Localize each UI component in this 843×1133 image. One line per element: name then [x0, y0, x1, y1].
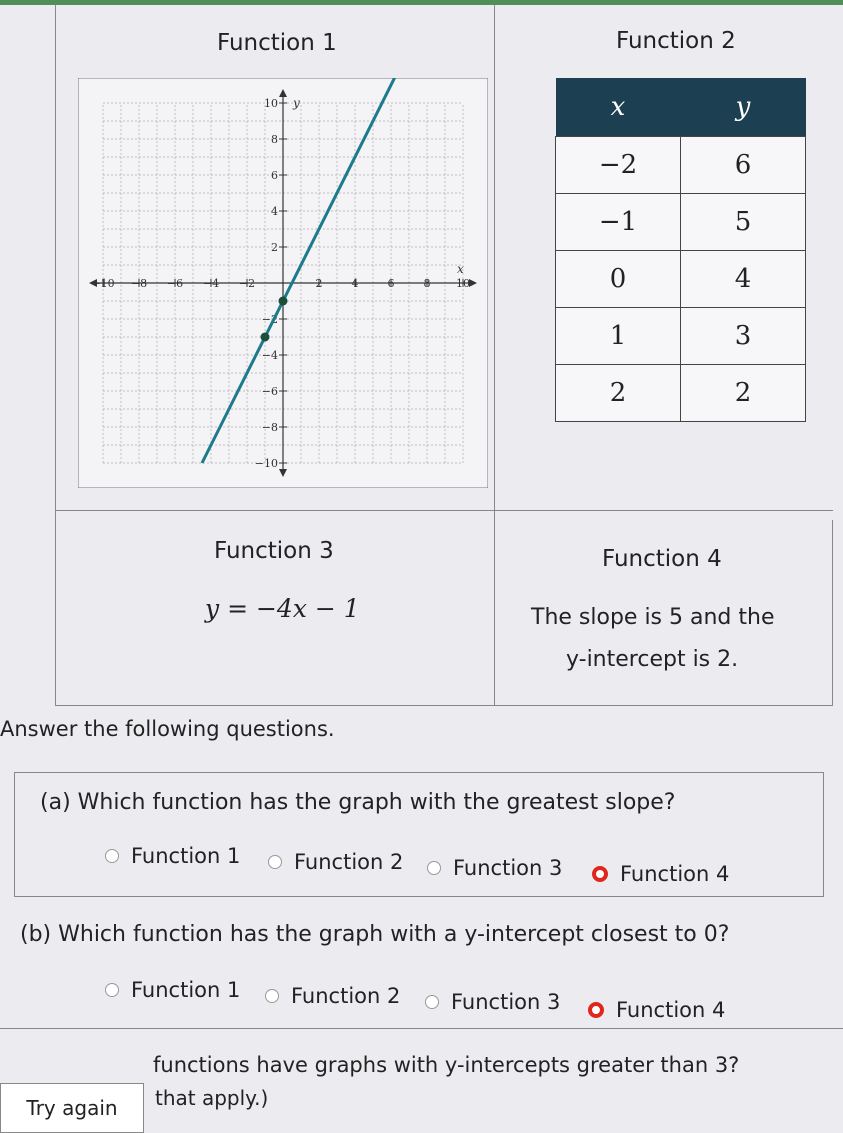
table-row: [556, 137, 806, 194]
option-label: Function 1: [131, 978, 241, 1002]
table-cell: 5: [681, 194, 806, 251]
x-axis-label: x: [457, 262, 464, 276]
x-tick-label: −2: [238, 277, 256, 290]
try-again-button[interactable]: Try again: [0, 1083, 144, 1133]
x-tick-label: 4: [351, 277, 359, 290]
x-tick-label: −8: [130, 277, 148, 290]
panel-divider: [55, 510, 833, 511]
function-3-equation: y = −4x − 1: [205, 594, 360, 623]
top-bar: [0, 0, 843, 5]
question-b-option-4-selected[interactable]: [588, 998, 725, 1022]
radio-button-icon[interactable]: [425, 995, 439, 1009]
question-a-option-4-selected[interactable]: [592, 862, 729, 886]
y-tick-label: −4: [261, 349, 278, 362]
y-tick-label: 2: [271, 241, 278, 254]
table-cell: 4: [681, 251, 806, 308]
option-label: Function 1: [131, 844, 241, 868]
function-4-description-line2: y-intercept is 2.: [566, 647, 739, 672]
y-tick-label: −6: [261, 385, 278, 398]
table-cell: 2: [556, 365, 681, 422]
table-row: [556, 251, 806, 308]
table-header-x: x: [556, 78, 681, 137]
function-4-description-line1: The slope is 5 and the: [531, 605, 775, 630]
y-tick-label: 10: [264, 97, 278, 110]
function-4-title: Function 4: [602, 546, 722, 572]
instructions-text: Answer the following questions.: [0, 717, 335, 741]
table-cell: 2: [681, 365, 806, 422]
radio-button-icon[interactable]: [427, 861, 441, 875]
radio-button-icon[interactable]: [105, 983, 119, 997]
table-row: [556, 365, 806, 422]
y-tick-label: 6: [271, 169, 278, 182]
question-a-option-2[interactable]: [268, 850, 403, 874]
question-a-option-1[interactable]: [105, 844, 240, 868]
option-label: Function 4: [616, 998, 726, 1022]
table-cell: 3: [681, 308, 806, 365]
table-row: [556, 308, 806, 365]
x-tick-label: −6: [166, 277, 184, 290]
option-label: Function 4: [620, 862, 730, 886]
table-row: [556, 194, 806, 251]
x-tick-label: −4: [202, 277, 220, 290]
option-label: Function 3: [451, 990, 561, 1014]
y-axis-label: y: [293, 96, 300, 110]
question-c-text-line2: that apply.): [155, 1086, 269, 1110]
radio-button-icon[interactable]: [265, 989, 279, 1003]
question-a-text: (a) Which function has the graph with the greatest slope?: [40, 790, 676, 815]
question-divider: [0, 1028, 843, 1029]
function-1-title: Function 1: [217, 30, 337, 56]
function-1-graph: [78, 78, 488, 488]
question-b-option-3[interactable]: [425, 990, 560, 1014]
function-3-title: Function 3: [214, 538, 334, 564]
table-cell: 0: [556, 251, 681, 308]
x-tick-label: 2: [315, 277, 323, 290]
question-divider: [14, 896, 824, 897]
x-tick-label: 10: [456, 277, 470, 290]
panel-divider: [55, 5, 56, 705]
table-cell: 6: [681, 137, 806, 194]
question-b-option-2[interactable]: [265, 984, 400, 1008]
radio-button-icon[interactable]: [105, 849, 119, 863]
y-tick-label: 4: [271, 205, 278, 218]
selected-radio-button-icon[interactable]: [592, 866, 608, 882]
y-tick-label: −8: [261, 421, 278, 434]
table-cell: 1: [556, 308, 681, 365]
table-cell: −2: [556, 137, 681, 194]
option-label: Function 2: [294, 850, 404, 874]
radio-button-icon[interactable]: [268, 855, 282, 869]
y-tick-label: −10: [254, 457, 278, 470]
question-c-text-line1: functions have graphs with y-intercepts greater than 3?: [153, 1053, 740, 1077]
table-header-y: y: [681, 78, 806, 137]
panel-divider: [494, 5, 495, 705]
y-tick-label: 8: [271, 133, 278, 146]
selected-radio-button-icon[interactable]: [588, 1002, 604, 1018]
question-b-option-1[interactable]: [105, 978, 240, 1002]
function-2-title: Function 2: [616, 28, 736, 54]
option-label: Function 2: [291, 984, 401, 1008]
x-tick-label: 8: [423, 277, 431, 290]
table-cell: −1: [556, 194, 681, 251]
y-tick-label: −2: [261, 313, 278, 326]
graph-point: [279, 297, 288, 306]
graph-point: [261, 333, 270, 342]
question-a-option-3[interactable]: [427, 856, 562, 880]
x-tick-label: −10: [91, 277, 115, 290]
question-b-text: (b) Which function has the graph with a y-intercept closest to 0?: [20, 922, 730, 947]
panel-divider: [832, 520, 833, 705]
option-label: Function 3: [453, 856, 563, 880]
panel-divider: [55, 705, 833, 706]
x-tick-label: 6: [387, 277, 395, 290]
function-2-table: [555, 78, 806, 422]
